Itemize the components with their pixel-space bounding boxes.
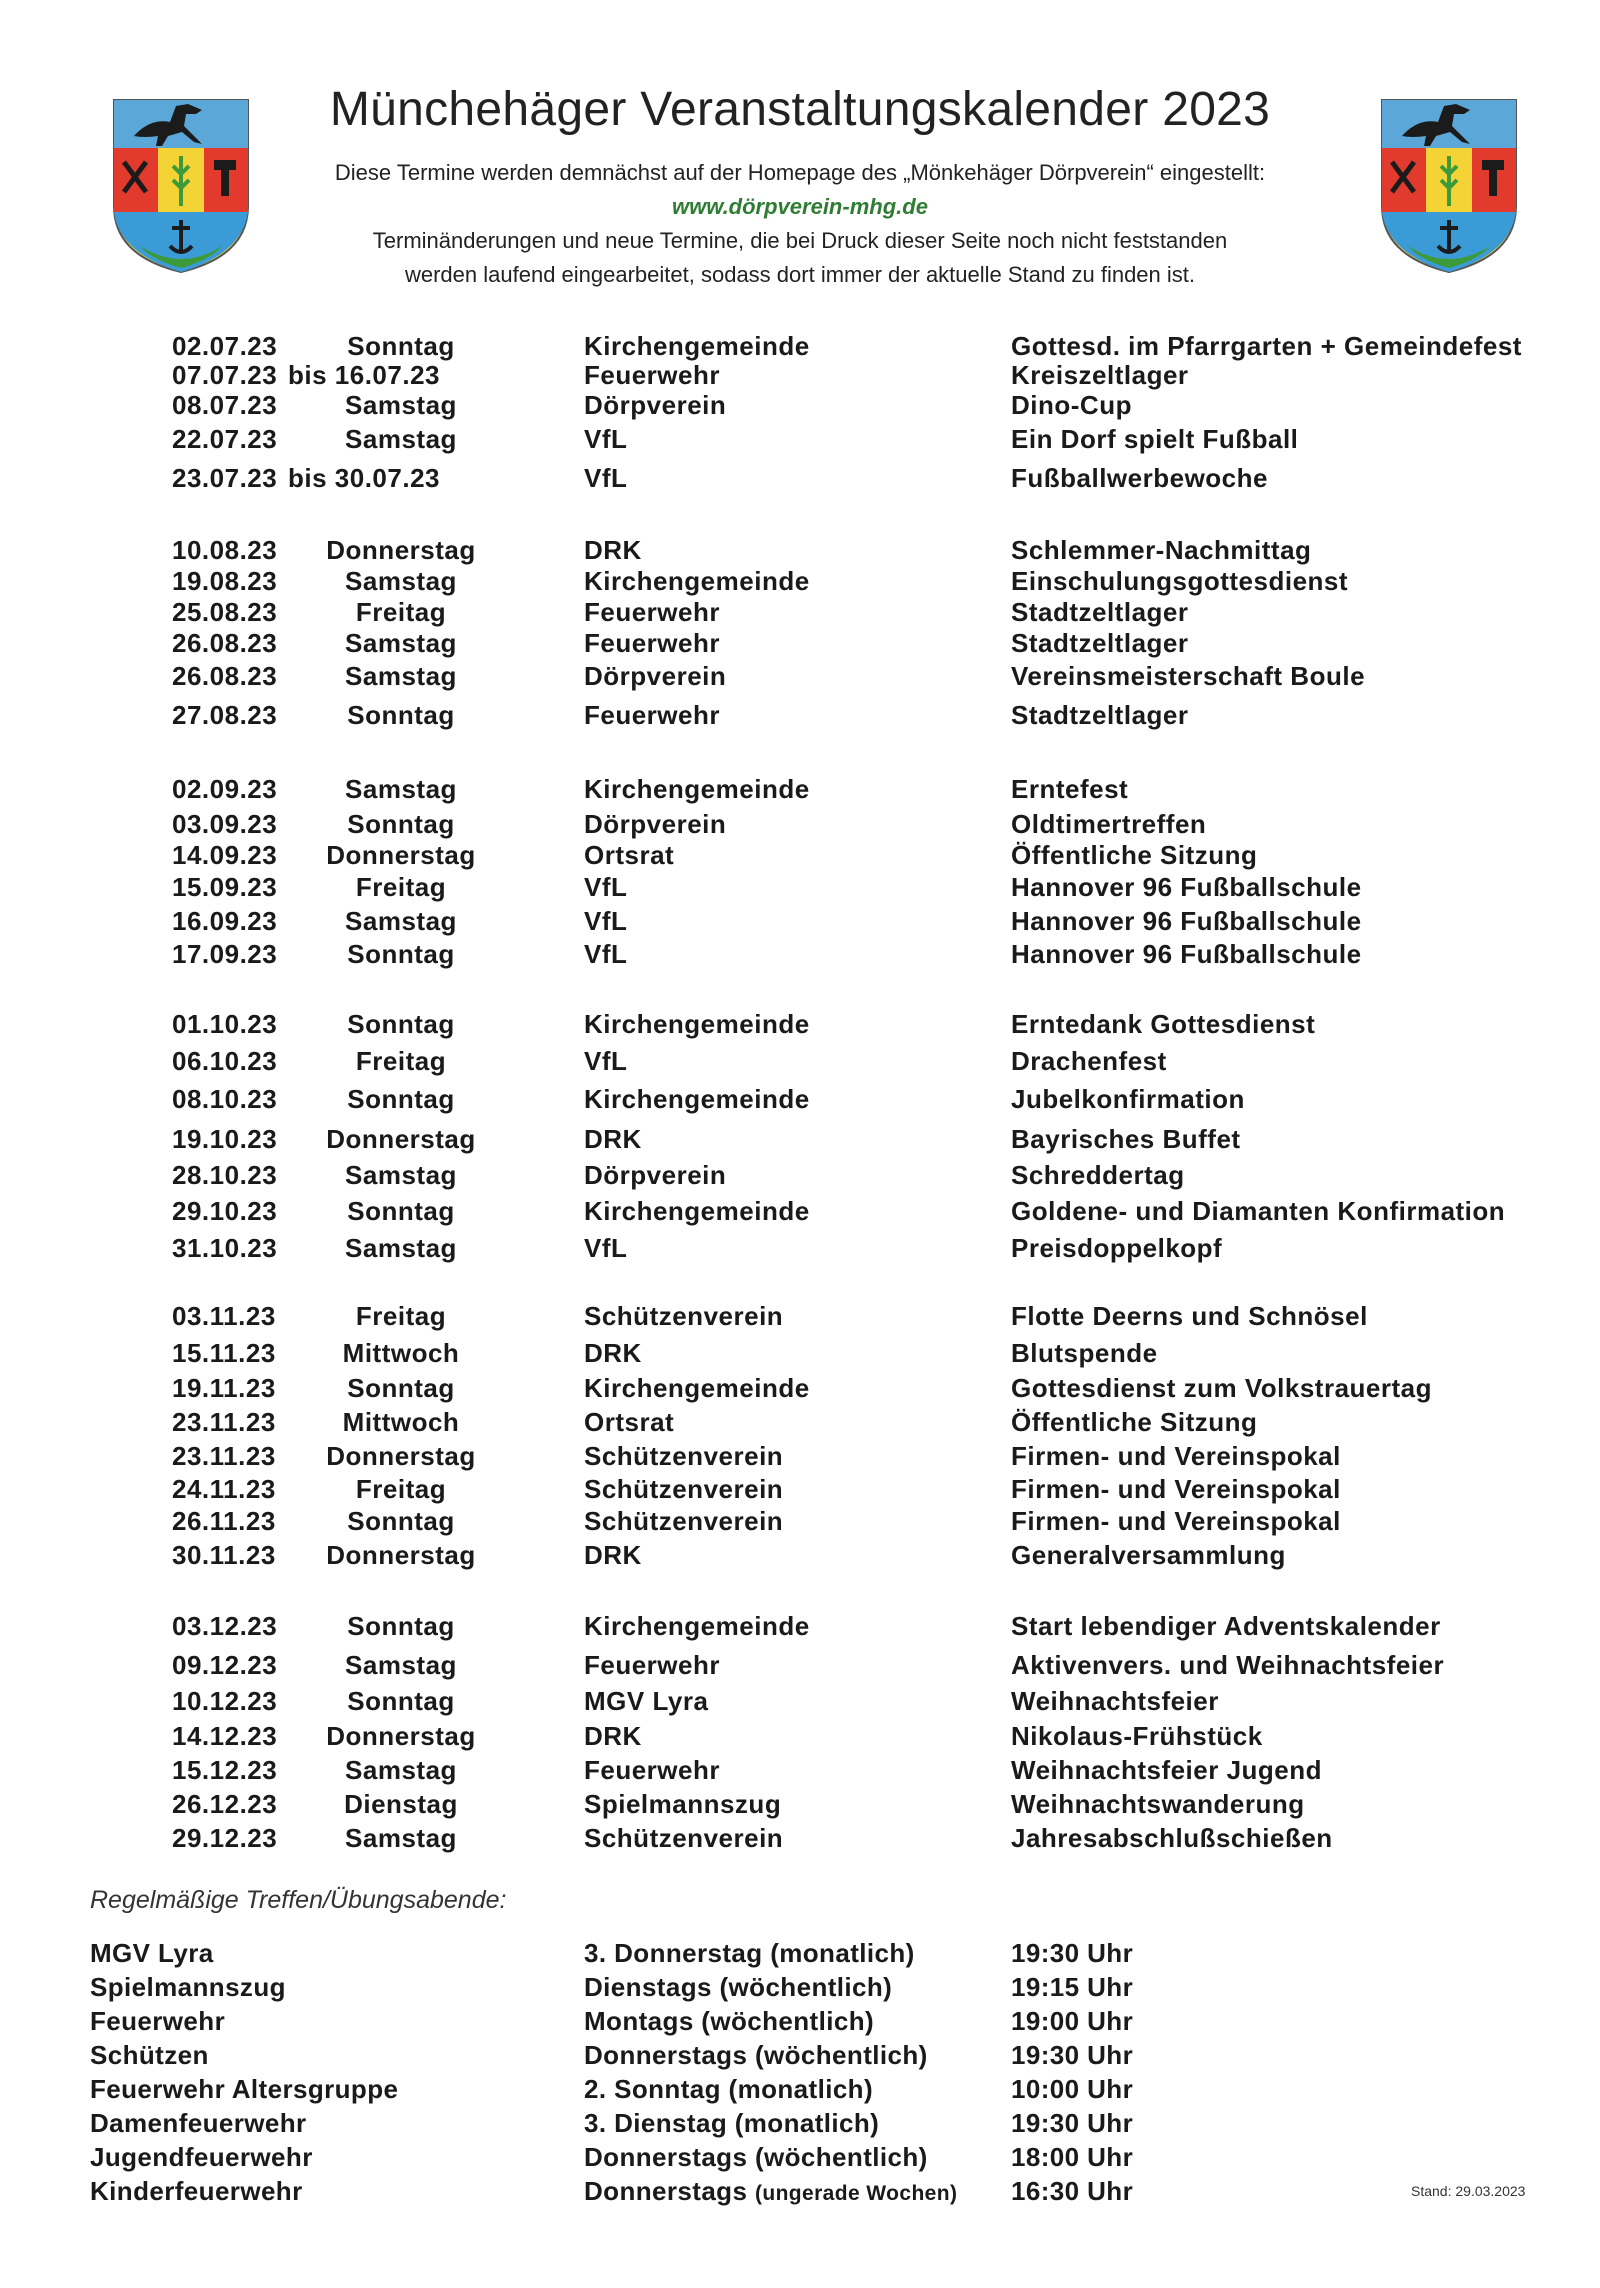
regular-time: 18:00 Uhr — [1011, 2142, 1134, 2172]
regular-schedule — [584, 1971, 892, 2003]
event-organizer: Feuerwehr — [584, 700, 720, 730]
regular-time: 19:30 Uhr — [1011, 1938, 1134, 1968]
stand-date: Stand: 29.03.2023 — [1411, 2183, 1526, 2199]
event-title: Aktivenvers. und Weihnachtsfeier — [1011, 1650, 1445, 1680]
event-title: Gottesd. im Pfarrgarten + Gemeindefest — [1011, 331, 1522, 361]
event-title: Hannover 96 Fußballschule — [1011, 872, 1362, 902]
event-weekday: Donnerstag — [326, 840, 476, 870]
event-weekday: Freitag — [355, 872, 447, 902]
event-organizer: Kirchengemeinde — [584, 1611, 810, 1641]
event-weekday: Sonntag — [347, 809, 455, 839]
regular-schedule — [584, 2005, 874, 2037]
event-title: Preisdoppelkopf — [1011, 1233, 1223, 1263]
regular-schedule — [584, 2141, 928, 2173]
event-organizer: MGV Lyra — [584, 1686, 709, 1716]
event-date: 26.08.23 — [172, 628, 278, 658]
event-title: Kreiszeltlager — [1011, 360, 1189, 390]
event-title: Firmen- und Vereinspokal — [1011, 1474, 1341, 1504]
event-organizer: Dörpverein — [584, 390, 727, 420]
event-weekday: Samstag — [345, 390, 457, 420]
regular-group: MGV Lyra — [90, 1938, 214, 1968]
event-organizer: VfL — [584, 463, 628, 493]
event-organizer: VfL — [584, 1046, 628, 1076]
regular-group: Damenfeuerwehr — [90, 2108, 307, 2138]
event-organizer: Kirchengemeinde — [584, 1009, 810, 1039]
event-organizer: Schützenverein — [584, 1441, 784, 1471]
website-link[interactable]: www.dörpverein-mhg.de — [672, 194, 928, 219]
event-title: Start lebendiger Adventskalender — [1011, 1611, 1441, 1641]
event-date: 31.10.23 — [172, 1233, 278, 1263]
event-date: 09.12.23 — [172, 1650, 278, 1680]
regular-schedule — [584, 2039, 928, 2071]
event-title: Schreddertag — [1011, 1160, 1185, 1190]
event-organizer: Kirchengemeinde — [584, 1084, 810, 1114]
regular-time: 19:00 Uhr — [1011, 2006, 1134, 2036]
event-date: 19.08.23 — [172, 566, 278, 596]
event-title: Stadtzeltlager — [1011, 597, 1189, 627]
event-date: 07.07.23 — [172, 360, 278, 390]
event-date: 30.11.23 — [172, 1540, 276, 1570]
event-organizer: VfL — [584, 424, 628, 454]
event-weekday: Samstag — [345, 566, 457, 596]
event-date: 29.10.23 — [172, 1196, 278, 1226]
regular-time: 19:30 Uhr — [1011, 2108, 1134, 2138]
event-weekday: Freitag — [355, 1046, 447, 1076]
event-title: Schlemmer-Nachmittag — [1011, 535, 1312, 565]
event-title: Erntefest — [1011, 774, 1129, 804]
event-date: 23.11.23 — [172, 1441, 276, 1471]
event-title: Dino-Cup — [1011, 390, 1132, 420]
event-date: 14.09.23 — [172, 840, 278, 870]
event-weekday: Samstag — [345, 1755, 457, 1785]
event-title: Firmen- und Vereinspokal — [1011, 1441, 1341, 1471]
regular-schedule — [584, 2175, 957, 2207]
event-organizer: DRK — [584, 1721, 642, 1751]
event-weekday: Samstag — [345, 774, 457, 804]
event-title: Generalversammlung — [1011, 1540, 1286, 1570]
regular-group: Feuerwehr Altersgruppe — [90, 2074, 399, 2104]
event-date: 02.07.23 — [172, 331, 278, 361]
event-date: 23.11.23 — [172, 1407, 276, 1437]
event-organizer: Kirchengemeinde — [584, 331, 810, 361]
event-date: 14.12.23 — [172, 1721, 278, 1751]
regular-time: 19:30 Uhr — [1011, 2040, 1134, 2070]
event-date: 17.09.23 — [172, 939, 278, 969]
regular-schedule-text: 2. Sonntag (monatlich) — [584, 2074, 874, 2104]
event-weekday: Sonntag — [347, 1084, 455, 1114]
event-weekday: Sonntag — [347, 939, 455, 969]
event-organizer: Kirchengemeinde — [584, 1373, 810, 1403]
event-date: 08.07.23 — [172, 390, 278, 420]
event-title: Jubelkonfirmation — [1011, 1084, 1245, 1114]
event-organizer: Dörpverein — [584, 809, 727, 839]
event-organizer: Ortsrat — [584, 840, 675, 870]
event-weekday: Samstag — [345, 661, 457, 691]
event-weekday: Donnerstag — [326, 1124, 476, 1154]
event-weekday: Mittwoch — [342, 1338, 460, 1368]
event-date: 06.10.23 — [172, 1046, 278, 1076]
event-title: Weihnachtsfeier — [1011, 1686, 1219, 1716]
event-date: 23.07.23 — [172, 463, 278, 493]
regular-time: 16:30 Uhr — [1011, 2176, 1134, 2206]
event-title: Blutspende — [1011, 1338, 1158, 1368]
event-organizer: VfL — [584, 906, 628, 936]
event-date: 03.09.23 — [172, 809, 278, 839]
event-organizer: Dörpverein — [584, 1160, 727, 1190]
event-weekday: Sonntag — [347, 1009, 455, 1039]
event-organizer: Spielmannszug — [584, 1789, 782, 1819]
event-organizer: Feuerwehr — [584, 360, 720, 390]
event-title: Gottesdienst zum Volkstrauertag — [1011, 1373, 1432, 1403]
regular-meetings-heading: Regelmäßige Treffen/Übungsabende: — [90, 1886, 507, 1914]
event-date: 29.12.23 — [172, 1823, 278, 1853]
regular-schedule-text: Donnerstags (wöchentlich) — [584, 2040, 928, 2070]
event-date: 19.10.23 — [172, 1124, 278, 1154]
event-weekday: Donnerstag — [326, 1441, 476, 1471]
event-weekday: Samstag — [345, 628, 457, 658]
event-date: 02.09.23 — [172, 774, 278, 804]
event-date: 27.08.23 — [172, 700, 278, 730]
event-organizer: Schützenverein — [584, 1823, 784, 1853]
event-title: Öffentliche Sitzung — [1011, 1407, 1258, 1437]
regular-schedule-text: Donnerstags (wöchentlich) — [584, 2142, 928, 2172]
event-title: Vereinsmeisterschaft Boule — [1011, 661, 1366, 691]
event-weekday: Sonntag — [347, 1196, 455, 1226]
regular-group: Spielmannszug — [90, 1972, 286, 2002]
event-date: 15.09.23 — [172, 872, 278, 902]
event-title: Bayrisches Buffet — [1011, 1124, 1241, 1154]
event-weekday: Donnerstag — [326, 1721, 476, 1751]
event-title: Flotte Deerns und Schnösel — [1011, 1301, 1368, 1331]
regular-group: Schützen — [90, 2040, 209, 2070]
event-title: Fußballwerbewoche — [1011, 463, 1268, 493]
regular-schedule-note: (ungerade Wochen) — [754, 2182, 958, 2205]
event-title: Ein Dorf spielt Fußball — [1011, 424, 1299, 454]
event-date-range-end: bis 16.07.23 — [288, 360, 440, 390]
event-organizer: Feuerwehr — [584, 1650, 720, 1680]
event-title: Stadtzeltlager — [1011, 700, 1189, 730]
event-date: 26.11.23 — [172, 1506, 276, 1536]
event-weekday: Sonntag — [347, 700, 455, 730]
event-date-range-end: bis 30.07.23 — [288, 463, 440, 493]
regular-schedule-text: 3. Dienstag (monatlich) — [584, 2108, 880, 2138]
event-title: Hannover 96 Fußballschule — [1011, 939, 1362, 969]
event-date: 10.08.23 — [172, 535, 278, 565]
event-title: Firmen- und Vereinspokal — [1011, 1506, 1341, 1536]
event-title: Jahresabschlußschießen — [1011, 1823, 1333, 1853]
intro-line-1: Diese Termine werden demnächst auf der Homepage des „Mönkehäger Dörpverein“ eingestellt: — [334, 160, 1266, 185]
event-title: Goldene- und Diamanten Konfirmation — [1011, 1196, 1506, 1226]
event-weekday: Freitag — [355, 1301, 447, 1331]
event-date: 24.11.23 — [172, 1474, 276, 1504]
event-date: 08.10.23 — [172, 1084, 278, 1114]
event-date: 25.08.23 — [172, 597, 278, 627]
event-organizer: Feuerwehr — [584, 1755, 720, 1785]
event-weekday: Donnerstag — [326, 535, 476, 565]
event-organizer: Dörpverein — [584, 661, 727, 691]
event-organizer: Feuerwehr — [584, 597, 720, 627]
event-organizer: Schützenverein — [584, 1301, 784, 1331]
event-weekday: Samstag — [345, 1160, 457, 1190]
event-date: 03.12.23 — [172, 1611, 278, 1641]
regular-time: 10:00 Uhr — [1011, 2074, 1134, 2104]
event-weekday: Sonntag — [347, 1686, 455, 1716]
event-weekday: Mittwoch — [342, 1407, 460, 1437]
event-date: 28.10.23 — [172, 1160, 278, 1190]
event-title: Stadtzeltlager — [1011, 628, 1189, 658]
event-organizer: Kirchengemeinde — [584, 566, 810, 596]
event-organizer: DRK — [584, 1540, 642, 1570]
event-date: 26.08.23 — [172, 661, 278, 691]
event-title: Hannover 96 Fußballschule — [1011, 906, 1362, 936]
regular-group: Kinderfeuerwehr — [90, 2176, 303, 2206]
event-organizer: VfL — [584, 872, 628, 902]
event-date: 03.11.23 — [172, 1301, 276, 1331]
event-weekday: Samstag — [345, 1650, 457, 1680]
event-date: 26.12.23 — [172, 1789, 278, 1819]
regular-schedule-text: 3. Donnerstag (monatlich) — [584, 1938, 915, 1968]
event-weekday: Samstag — [345, 1233, 457, 1263]
event-weekday: Samstag — [345, 1823, 457, 1853]
event-organizer: Schützenverein — [584, 1506, 784, 1536]
event-title: Oldtimertreffen — [1011, 809, 1207, 839]
event-title: Weihnachtsfeier Jugend — [1011, 1755, 1323, 1785]
regular-group: Feuerwehr — [90, 2006, 226, 2036]
event-organizer: DRK — [584, 1338, 642, 1368]
event-organizer: Kirchengemeinde — [584, 1196, 810, 1226]
event-weekday: Donnerstag — [326, 1540, 476, 1570]
regular-schedule-text: Donnerstags — [584, 2176, 748, 2206]
page-title: Münchehäger Veranstaltungskalender 2023 — [329, 83, 1271, 136]
event-weekday: Samstag — [345, 424, 457, 454]
event-title: Öffentliche Sitzung — [1011, 840, 1258, 870]
event-title: Einschulungsgottesdienst — [1011, 566, 1349, 596]
event-title: Nikolaus-Frühstück — [1011, 1721, 1263, 1751]
event-date: 16.09.23 — [172, 906, 278, 936]
intro-line-3: Terminänderungen und neue Termine, die bei Druck dieser Seite noch nicht feststanden — [372, 228, 1228, 253]
regular-group: Jugendfeuerwehr — [90, 2142, 313, 2172]
event-weekday: Sonntag — [347, 331, 455, 361]
event-date: 22.07.23 — [172, 424, 278, 454]
event-organizer: VfL — [584, 939, 628, 969]
event-weekday: Sonntag — [347, 1611, 455, 1641]
event-date: 19.11.23 — [172, 1373, 276, 1403]
event-organizer: Kirchengemeinde — [584, 774, 810, 804]
event-title: Erntedank Gottesdienst — [1011, 1009, 1316, 1039]
event-weekday: Sonntag — [347, 1373, 455, 1403]
event-title: Weihnachtswanderung — [1011, 1789, 1305, 1819]
event-title: Drachenfest — [1011, 1046, 1167, 1076]
event-weekday: Freitag — [355, 597, 447, 627]
regular-time: 19:15 Uhr — [1011, 1972, 1134, 2002]
event-organizer: Feuerwehr — [584, 628, 720, 658]
event-date: 15.12.23 — [172, 1755, 278, 1785]
event-weekday: Samstag — [345, 906, 457, 936]
event-weekday: Freitag — [355, 1474, 447, 1504]
regular-schedule — [584, 1937, 915, 1969]
regular-schedule — [584, 2073, 873, 2105]
intro-line-4: werden laufend eingearbeitet, sodass dort immer der aktuelle Stand zu finden ist. — [404, 262, 1195, 287]
event-date: 01.10.23 — [172, 1009, 278, 1039]
event-organizer: DRK — [584, 1124, 642, 1154]
event-organizer: Schützenverein — [584, 1474, 784, 1504]
event-weekday: Sonntag — [347, 1506, 455, 1536]
event-date: 15.11.23 — [172, 1338, 276, 1368]
event-date: 10.12.23 — [172, 1686, 278, 1716]
event-organizer: Ortsrat — [584, 1407, 675, 1437]
event-weekday: Dienstag — [344, 1789, 458, 1819]
regular-schedule-text: Dienstags (wöchentlich) — [584, 1972, 893, 2002]
event-organizer: DRK — [584, 535, 642, 565]
regular-schedule — [584, 2107, 879, 2139]
regular-schedule-text: Montags (wöchentlich) — [584, 2006, 875, 2036]
event-organizer: VfL — [584, 1233, 628, 1263]
